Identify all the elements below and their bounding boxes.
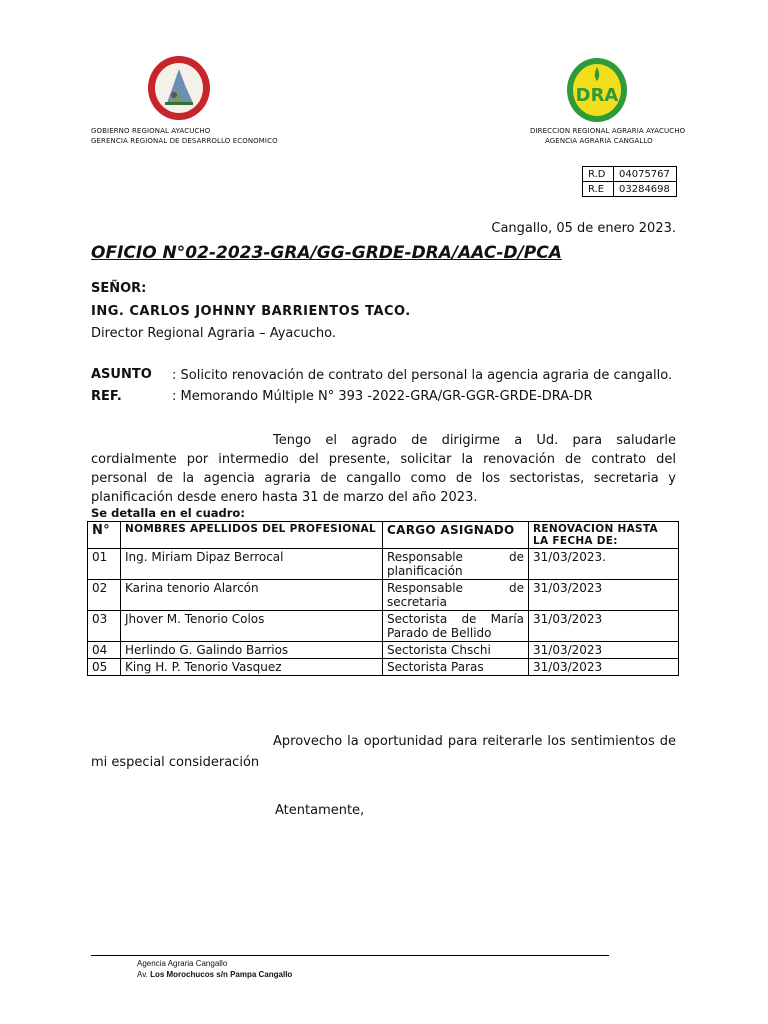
- header-left-line1: GOBIERNO REGIONAL AYACUCHO: [91, 127, 211, 135]
- registry-label: R.D: [583, 167, 614, 182]
- closing-text: Aprovecho la oportunidad para reiterarle los sentimientos de mi especial consideración: [91, 734, 676, 770]
- header-left-line2: GERENCIA REGIONAL DE DESARROLLO ECONOMICO: [91, 137, 278, 145]
- addressee-position: Director Regional Agraria – Ayacucho.: [91, 326, 337, 341]
- header-no: N°: [88, 522, 121, 549]
- header-cargo: CARGO ASIGNADO: [383, 522, 529, 549]
- cell-cargo: Responsable de planificación: [383, 549, 529, 580]
- cell-name: Herlindo G. Galindo Barrios: [121, 642, 383, 659]
- ref-label: REF.: [91, 389, 122, 404]
- asunto-text: : Solicito renovación de contrato del personal la agencia agraria de cangallo.: [172, 368, 673, 383]
- registry-label: R.E: [583, 182, 614, 197]
- cell-name: King H. P. Tenorio Vasquez: [121, 659, 383, 676]
- dra-logo: [566, 57, 628, 123]
- cell-cargo: Responsable de secretaria: [383, 580, 529, 611]
- body-paragraph: [91, 431, 676, 507]
- cell-fecha: 31/03/2023: [529, 659, 679, 676]
- table-row: [88, 659, 679, 676]
- registry-box: [582, 166, 677, 197]
- cell-cargo: Sectorista Paras: [383, 659, 529, 676]
- cell-no: 04: [88, 642, 121, 659]
- header-right-line2: AGENCIA AGRARIA CANGALLO: [545, 137, 653, 145]
- header-name: NOMBRES APELLIDOS DEL PROFESIONAL: [121, 522, 383, 549]
- registry-row: [583, 182, 677, 197]
- cell-fecha: 31/03/2023: [529, 611, 679, 642]
- cell-no: 01: [88, 549, 121, 580]
- staff-table: [87, 521, 679, 676]
- salutation: SEÑOR:: [91, 281, 147, 296]
- table-row: [88, 549, 679, 580]
- addressee-name: ING. CARLOS JOHNNY BARRIENTOS TACO.: [91, 304, 411, 319]
- registry-row: [583, 167, 677, 182]
- cell-no: 03: [88, 611, 121, 642]
- table-row: [88, 611, 679, 642]
- header-right-line1: DIRECCION REGIONAL AGRARIA AYACUCHO: [530, 127, 686, 135]
- table-row: [88, 642, 679, 659]
- cell-fecha: 31/03/2023: [529, 642, 679, 659]
- cell-no: 05: [88, 659, 121, 676]
- cell-cargo: Sectorista de María Parado de Bellido: [383, 611, 529, 642]
- cell-no: 02: [88, 580, 121, 611]
- footer-line2-address: Los Morochucos s/n Pampa Cangallo: [150, 970, 293, 979]
- closing-paragraph: [91, 731, 676, 773]
- asunto-label: ASUNTO: [91, 367, 152, 382]
- cell-fecha: 31/03/2023.: [529, 549, 679, 580]
- cell-fecha: 31/03/2023: [529, 580, 679, 611]
- regional-seal-logo: [147, 55, 211, 121]
- table-row: [88, 580, 679, 611]
- document-date: Cangallo, 05 de enero 2023.: [491, 221, 676, 236]
- table-header-row: [88, 522, 679, 549]
- ref-text: : Memorando Múltiple N° 393 -2022-GRA/GR-GGR-GRDE-DRA-DR: [172, 389, 593, 404]
- registry-value: 04075767: [614, 167, 677, 182]
- dra-logo-text: DRA: [575, 85, 619, 106]
- header-fecha: RENOVACION HASTA LA FECHA DE:: [529, 522, 679, 549]
- footer-divider: [91, 955, 609, 956]
- signoff: Atentamente,: [275, 803, 365, 818]
- registry-value: 03284698: [614, 182, 677, 197]
- cell-name: Jhover M. Tenorio Colos: [121, 611, 383, 642]
- body-paragraph-text: Tengo el agrado de dirigirme a Ud. para saludarle cordialmente por intermedio del presente, solicitar la renovación de contrato del personal de la agencia agraria de cangallo como de los sectoristas, secretaria y planificación desde enero hasta 31 de marzo del año 2023.: [91, 433, 676, 505]
- table-intro: Se detalla en el cuadro:: [91, 506, 245, 520]
- cell-name: Ing. Miriam Dipaz Berrocal: [121, 549, 383, 580]
- cell-name: Karina tenorio Alarcón: [121, 580, 383, 611]
- footer-line1: Agencia Agraria Cangallo: [137, 959, 228, 968]
- footer-line2-prefix: Av.: [137, 970, 148, 979]
- cell-cargo: Sectorista Chschi: [383, 642, 529, 659]
- footer-line2: [137, 970, 292, 979]
- document-title: OFICIO N°02-2023-GRA/GG-GRDE-DRA/AAC-D/PCA: [91, 243, 562, 263]
